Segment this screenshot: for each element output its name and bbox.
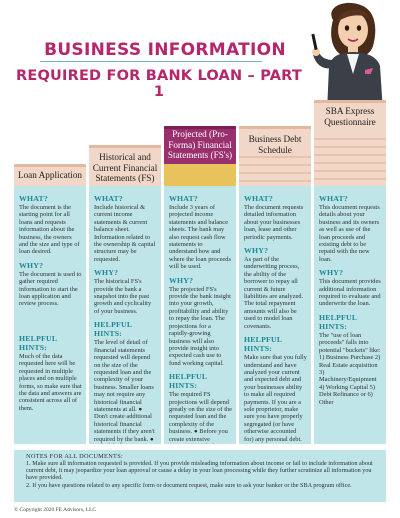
what-text: Include historical & current income statements & current balance sheet. Information related to the ownership & capital structure may be requested. [94,204,156,263]
column-projected-fs [164,186,236,444]
column-loan-application [14,186,86,444]
what-text: The document is the starting point for all loans and requests information about the business, the owners and the size and type of loan desired. [19,204,80,256]
businesswoman-illustration [285,0,400,112]
content-columns [14,186,386,444]
hints-heading: HELPFUL HINTS: [19,333,57,352]
hints-text: The level of detail of financial statements requested will depend on the size of the requested loan and the complexity of your business. Smaller loans may not require any historical financial statements at all. ● Don't create additional historical financial statements if they aren't required by the bank. ● [94,339,155,443]
what-heading: WHAT? [19,194,49,203]
what-text: The document requests detailed information about your businesses loan, lease and other periodic payments. [244,204,304,241]
what-heading: WHAT? [169,194,199,203]
hints-text: The "use of loan proceeds" falls into potential "buckets" like: 1) Business Purchase 2) Real Estate acquisition 3) Machinery/Equipment 4) Working Capital 5) Debt Refinance or 6) Other [319,331,381,406]
what-text: This document requests details about your business and its owners as well as use of the loan proceeds and existing debt to be repaid with the new loan. [319,204,380,263]
why-heading: WHY? [169,275,194,285]
notes-box [14,450,386,502]
why-text: The projected FS's provide the bank insight into your growth, profitability and ability to repay the loan. The projections for a rapidly-growing business will also provide insight into expected cash use to fund working capital. [169,285,231,367]
hints-heading: HELPFUL HINTS: [94,320,132,339]
step-label-loan-application: Loan Application [17,170,83,180]
why-heading: WHY? [319,268,344,278]
why-text: As part of the underwriting process, the ability of the borrower to repay all current & future liabilities are analyzed. The total repayment amounts will also be used to model loan covenants. [244,256,304,330]
hints-text: Much of the data requested here will be requested in multiple places and on multiple forms, so make sure that the data and answers are consistent across all of them. [19,352,82,412]
step-stripes-debt-schedule [239,150,311,186]
hints-heading: HELPFUL HINTS: [169,372,207,391]
why-text: The historical FS's provide the bank a snapshot into the past growth and cyclicality of your business. [94,278,152,315]
column-historical-fs [89,186,161,444]
step-label-debt-schedule: Business Debt Schedule [248,134,302,155]
page-subtitle: REQUIRED FOR BANK LOAN – PART 1 [16,68,302,100]
what-heading: WHAT? [319,194,349,203]
hints-text: The required FS projections will depend greatly on the size of the requested loan and the complexity of the business. ● Before you create extensive [169,391,232,443]
note-item: 1. Make sure all information requested is provided. If you provide misleading information about income or fail to include information about current debt, it may jeopardize your loan approval or cause a delay in your loan processing while they further scrutinize all information you have provided. [26,460,373,482]
step-label-projected-fs: Projected (Pro-Forma) Financial Statements (FS's) [167,129,233,160]
what-heading: WHAT? [244,194,274,203]
column-sba-questionnaire [314,186,386,444]
page-title: BUSINESS INFORMATION [44,40,286,60]
hints-heading: HELPFUL HINTS: [319,312,357,331]
copyright-text: © Copyright 2020 FE Advisors, LLC [14,507,97,513]
notes-title: NOTES FOR ALL DOCUMENTS: [26,453,124,460]
why-text: The document is used to gather required information to start the loan application and review process. [19,270,82,308]
why-heading: WHY? [19,260,44,270]
hints-text: Make sure that you fully understand and have analyzed your current and expected debt and your businesses ability to make all required payments. If you are a sole proprietor, make sure you have properly segregated (or have otherwise accounted for) any personal debt. [244,354,307,443]
step-label-sba-questionnaire: SBA Express Questionnaire [324,106,376,127]
step-label-historical-fs: Historical and Current Financial Statements (FS) [92,152,158,183]
note-item: 2. If you have questions related to any specific form or document request, make sure to ask your banker or the SBA program office. [26,481,352,489]
why-heading: WHY? [94,268,119,278]
what-heading: WHAT? [94,194,124,203]
step-stripes-sba-questionnaire [314,132,386,186]
what-text: Include 3 years of projected income statements and balance sheets. The bank may also request cash flow statements to understand how and where the loan proceeds will be used. [169,204,231,271]
title-divider [40,61,262,62]
why-heading: WHY? [244,246,269,256]
hints-heading: HELPFUL HINTS: [244,335,282,354]
column-debt-schedule [239,186,311,444]
why-text: This document provides additional information required to evaluate and underwrite the loan. [319,278,381,308]
